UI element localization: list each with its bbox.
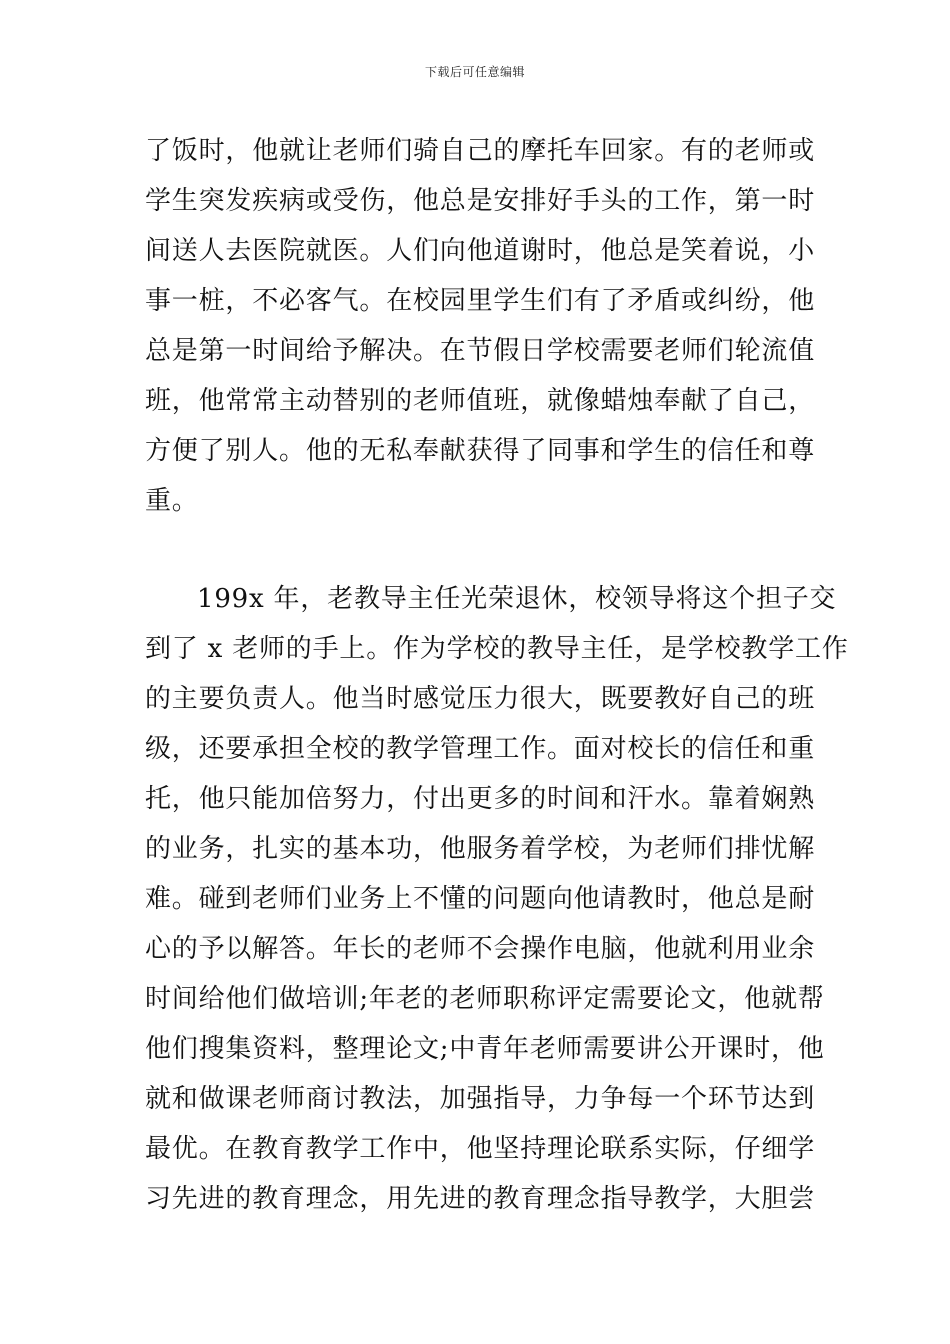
paragraph-line: 就和做课老师商讨教法，加强指导，力争每一个环节达到 bbox=[145, 1084, 816, 1114]
paragraph-line: 事一桩，不必客气。在校园里学生们有了矛盾或纠纷，他 bbox=[145, 286, 816, 316]
paragraph-line: 199x 年，老教导主任光荣退休，校领导将这个担子交 bbox=[197, 584, 837, 614]
paragraph-line: 到了 x 老师的手上。作为学校的教导主任，是学校教学工作 bbox=[145, 634, 849, 664]
paragraph-line: 间送人去医院就医。人们向他道谢时，他总是笑着说，小 bbox=[145, 236, 816, 266]
paragraph-line: 的主要负责人。他当时感觉压力很大，既要教好自己的班 bbox=[145, 684, 816, 714]
paragraph-2 bbox=[145, 574, 849, 1224]
paragraph-line: 学生突发疾病或受伤，他总是安排好手头的工作，第一时 bbox=[145, 186, 816, 216]
paragraph-line: 习先进的教育理念，用先进的教育理念指导教学，大胆尝 bbox=[145, 1184, 816, 1214]
paragraph-line: 托，他只能加倍努力，付出更多的时间和汗水。靠着娴熟 bbox=[145, 784, 816, 814]
paragraph-line: 方便了别人。他的无私奉献获得了同事和学生的信任和尊 bbox=[145, 436, 816, 466]
paragraph-line: 难。碰到老师们业务上不懂的问题向他请教时，他总是耐 bbox=[145, 884, 816, 914]
paragraph-line: 最优。在教育教学工作中，他坚持理论联系实际，仔细学 bbox=[145, 1134, 816, 1164]
paragraph-line: 心的予以解答。年长的老师不会操作电脑，他就利用业余 bbox=[145, 934, 816, 964]
paragraph-line: 了饭时，他就让老师们骑自己的摩托车回家。有的老师或 bbox=[145, 136, 816, 166]
paragraph-line: 总是第一时间给予解决。在节假日学校需要老师们轮流值 bbox=[145, 336, 816, 366]
paragraph-1 bbox=[145, 126, 816, 526]
paragraph-line: 他们搜集资料，整理论文;中青年老师需要讲公开课时，他 bbox=[145, 1034, 825, 1064]
paragraph-line: 重。 bbox=[145, 486, 199, 516]
paragraph-line: 级，还要承担全校的教学管理工作。面对校长的信任和重 bbox=[145, 734, 816, 764]
paragraph-line: 的业务，扎实的基本功，他服务着学校，为老师们排忧解 bbox=[145, 834, 816, 864]
page-header: 下载后可任意编辑 bbox=[424, 65, 525, 79]
paragraph-line: 班，他常常主动替别的老师值班，就像蜡烛奉献了自己， bbox=[145, 386, 816, 416]
paragraph-line: 时间给他们做培训;年老的老师职称评定需要论文，他就帮 bbox=[145, 984, 825, 1014]
